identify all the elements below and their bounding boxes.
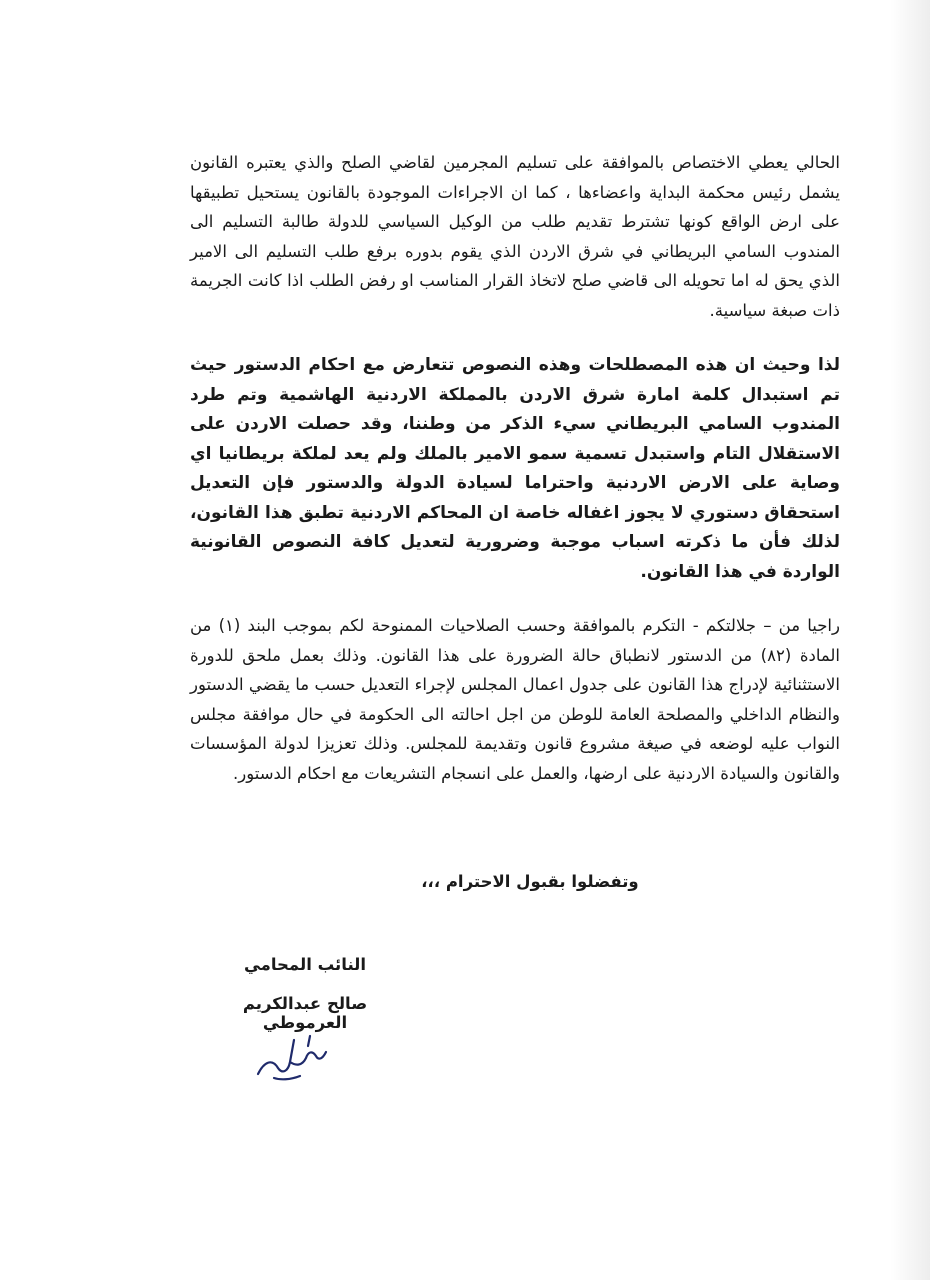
closing-salutation: وتفضلوا بقبول الاحترام ،،، xyxy=(421,872,639,891)
signatory-title: النائب المحامي xyxy=(243,955,367,974)
paragraph-constitutional-conflict: لذا وحيث ان هذه المصطلحات وهذه النصوص تتعارض مع احكام الدستور حيث تم استبدال كلمة امارة شرق الاردن بالمملكة الاردنية الهاشمية وتم طرد المندوب السامي البريطاني سيء الذكر من وطننا، وقد حصلت الاردن على الاستقلال التام واستبدل تسمية سمو الامير بالملك ولم يعد لملكة بريطانيا اي وصاية على الارض الاردنية واحتراما لسيادة الدولة والدستور فإن التعديل استحقاق دستوري لا يجوز اغفاله خاصة ان المحاكم الاردنية تطبق هذا القانون، لذلك فأن ما ذكرته اسباب موجبة وضرورية لتعديل كافة النصوص القانونية الواردة في هذا القانون. xyxy=(190,355,840,582)
signatory-name: صالح عبدالكريم العرموطي xyxy=(242,994,368,1032)
letter-body xyxy=(190,148,840,788)
paragraph-extradition-procedure: الحالي يعطي الاختصاص بالموافقة على تسليم المجرمين لقاضي الصلح والذي يعتبره القانون يشمل رئيس محكمة البداية واعضاءها ، كما ان الاجراءات الموجودة بالقانون يستحيل تطبيقها على ارض الواقع كونها تشترط تقديم طلب من الوكيل السياسي للدولة طالبة التسليم الى المندوب السامي البريطاني في شرق الاردن الذي يقوم بدوره برفع طلب التسليم الى الامير الذي يحق له اما تحويله الى قاضي صلح لاتخاذ القرار المناسب او رفض الطلب اذا كانت الجريمة ذات صبغة سياسية. xyxy=(190,153,840,320)
scan-edge-shadow xyxy=(890,0,930,1280)
handwritten-signature xyxy=(250,1022,340,1082)
paragraph-request: راجيا من – جلالتكم - التكرم بالموافقة وحسب الصلاحيات الممنوحة لكم بموجب البند (١) من المادة (٨٢) من الدستور لانطباق حالة الضرورة على هذا القانون. وذلك بعمل ملحق للدورة الاستثنائية لإدراج هذا القانون على جدول اعمال المجلس لإجراء التعديل حسب ما يقضي الدستور والنظام الداخلي والمصلحة العامة للوطن من اجل احالته الى الحكومة في حال موافقة مجلس النواب عليه لوضعه في صيغة مشروع قانون وتقديمة للمجلس. وذلك تعزيزا لدولة المؤسسات والقانون والسيادة الاردنية على ارضها، والعمل على انسجام التشريعات مع احكام الدستور. xyxy=(190,616,840,783)
signature-block xyxy=(205,955,405,1032)
